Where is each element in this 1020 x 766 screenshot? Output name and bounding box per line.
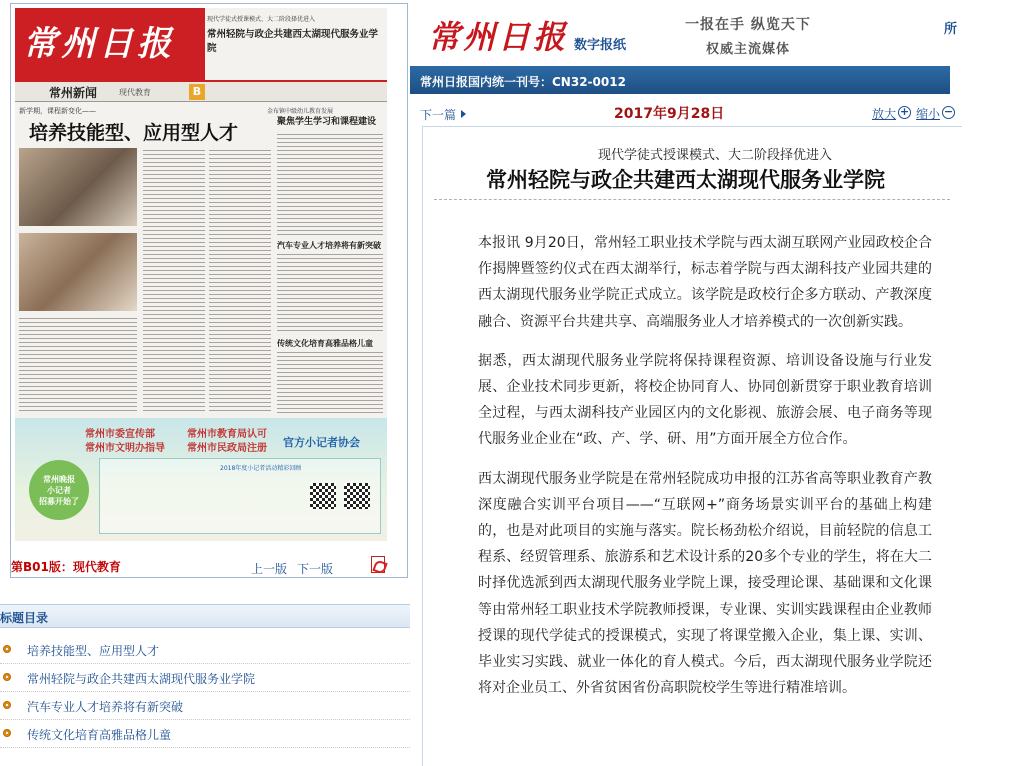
toc-item[interactable] <box>0 664 410 692</box>
slogan-line-2: 权威主流媒体 <box>705 42 790 57</box>
next-edition-link[interactable]: 下一版 <box>297 562 334 576</box>
paper-main-headline[interactable]: 培养技能型、应用型人才 <box>29 122 239 144</box>
toc-list <box>0 636 410 748</box>
paper-section-name: 常州新闻 <box>49 86 98 100</box>
bullet-icon <box>3 729 11 737</box>
paper-mini-subhead: 现代学徒式授课模式、大二阶段择优进入 <box>207 16 316 23</box>
paper-ad-banner <box>15 418 387 541</box>
paper-text-column <box>277 132 383 236</box>
zoom-in-icon[interactable]: + <box>899 105 910 118</box>
issn-bar <box>410 66 950 94</box>
toc-item[interactable] <box>0 692 410 720</box>
next-article-link[interactable]: 下一篇 <box>420 108 457 122</box>
toc-header <box>0 604 410 628</box>
paper-text-column <box>277 252 383 334</box>
article-headline: 常州轻院与政企共建西太湖现代服务业学院 <box>486 167 885 192</box>
slogan-line-1: 一报在手 纵览天下 <box>685 17 811 33</box>
left-panel <box>0 0 410 753</box>
article-kicker: 现代学徒式授课模式、大二阶段择优进入 <box>597 148 832 163</box>
zoom-out-link[interactable]: 缩小 <box>916 107 941 121</box>
toc-item[interactable] <box>0 636 410 664</box>
issn-text: 常州日报国内统一刊号：CN32-0012 <box>420 75 626 89</box>
article-paragraph: 西太湖现代服务业学院是在常州轻院成功申报的江苏省高等职业教育产教深度融合实训平台项目——“互联网+”商务场景实训平台的基础上构建的，也是对此项目的实施与落实。院长杨劲松介绍说，目前轻院的信息工程系、经贸管理系、旅游系和艺术设计系的20多个专业的学生，将在大二时择优选派到西太湖现代服务业学院上课，接受理论课、基础课和文化课等由常州轻工职业技术学院教师授课，专业课、实训实践课程由企业教师授课的现代学徒式的授课模式，实现了将课堂搬入企业，集上课、实训、毕业实习实践、就业一体化的育人模式。今后，西太湖现代服务业学院还将对企业员工、外省贫困省份高职院校学生等进行精准培训。 <box>478 470 932 697</box>
paper-section-strip <box>15 80 387 102</box>
bullet-icon <box>3 673 11 681</box>
right-panel <box>410 0 958 753</box>
paper-masthead-title: 常州日报 <box>23 24 175 64</box>
headline-divider <box>434 199 950 200</box>
toc-title: 标题目录 <box>0 611 49 625</box>
ad-club-name: 官方小记者协会 <box>283 436 360 449</box>
paper-photo <box>19 148 137 226</box>
ad-sign: 常州晚报 小记者 招募开始了 <box>29 460 89 520</box>
paper-mid-headline[interactable]: 汽车专业人才培养将有新突破 <box>277 241 381 250</box>
paper-text-column <box>143 148 205 413</box>
paper-text-column <box>277 350 383 413</box>
paper-right-kicker: 金布镇中级幼儿教育发展 <box>267 108 334 115</box>
paper-masthead <box>15 8 205 80</box>
ad-title-left: 常州市委宣传部 常州市文明办指导 <box>85 429 165 454</box>
site-logo-subtitle: 数字报纸 <box>574 38 627 53</box>
site-logo[interactable]: 常州日报 <box>428 18 569 56</box>
article-body <box>478 230 932 714</box>
prev-edition-link[interactable]: 上一版 <box>251 562 288 576</box>
qr-code-icon <box>344 483 370 509</box>
paper-text-column <box>19 316 137 413</box>
paper-right-headline[interactable]: 聚焦学生学习和课程建设 <box>277 117 377 127</box>
toc-item-label[interactable]: 传统文化培育高雅品格儿童 <box>27 728 172 742</box>
bullet-icon <box>3 645 11 653</box>
paper-text-column <box>209 148 271 413</box>
article-nav-bar <box>410 100 954 124</box>
zoom-in-link[interactable]: 放大 <box>872 107 897 121</box>
ad-box-title: 2018年度小记者活动精彩回顾 <box>220 465 302 472</box>
edition-label: 第B01版：现代教育 <box>11 560 121 574</box>
toc-item[interactable] <box>0 720 410 748</box>
newspaper-page-thumbnail[interactable] <box>15 8 387 541</box>
toc-item-label[interactable]: 汽车专业人才培养将有新突破 <box>27 700 184 714</box>
bullet-icon <box>3 701 11 709</box>
ad-info-box <box>99 458 381 534</box>
article-paragraph: 据悉，西太湖现代服务业学院将保持课程资源、培训设备设施与行业发展、企业技术同步更新，将校企协同育人、协同创新贯穿于职业教育培训全过程，与西太湖科技产业园区内的文化影视、旅游会展、电子商务等现代服务业企业在“政、产、学、研、用”方面开展全方位合作。 <box>478 352 932 448</box>
zoom-out-icon[interactable]: − <box>943 105 954 118</box>
newspaper-page-frame[interactable] <box>10 3 408 578</box>
paper-section-sub: 现代教育 <box>119 88 151 97</box>
paper-page-badge: B <box>189 84 205 100</box>
paper-mini-headline[interactable]: 常州轻院与政企共建西太湖现代服务业学院 <box>207 29 379 54</box>
issue-date: 2017年9月28日 <box>614 106 725 122</box>
paper-mid-headline[interactable]: 传统文化培育高雅品格儿童 <box>277 339 373 348</box>
pdf-icon[interactable] <box>371 556 385 573</box>
header-corner-text[interactable]: 所 <box>944 22 958 37</box>
ad-title-right: 常州市教育局认可 常州市民政局注册 <box>187 429 267 454</box>
paper-kicker: 新学期，课程新变化—— <box>19 107 96 115</box>
qr-code-icon <box>310 483 336 509</box>
paper-photo <box>19 233 137 311</box>
article-paragraph: 本报讯 9月20日，常州轻工职业技术学院与西太湖互联网产业园政校企合作揭牌暨签约仪式在西太湖举行，标志着学院与西太湖科技产业园共建的西太湖现代服务业学院正式成立。该学院是政校行企多方联动、产教深度融合、资源平台共建共享、高端服务业人才培养模式的一次创新实践。 <box>478 235 932 330</box>
toc-item-label[interactable]: 常州轻院与政企共建西太湖现代服务业学院 <box>27 672 256 686</box>
slogan <box>650 14 846 57</box>
toc-item-label[interactable]: 培养技能型、应用型人才 <box>27 644 160 658</box>
